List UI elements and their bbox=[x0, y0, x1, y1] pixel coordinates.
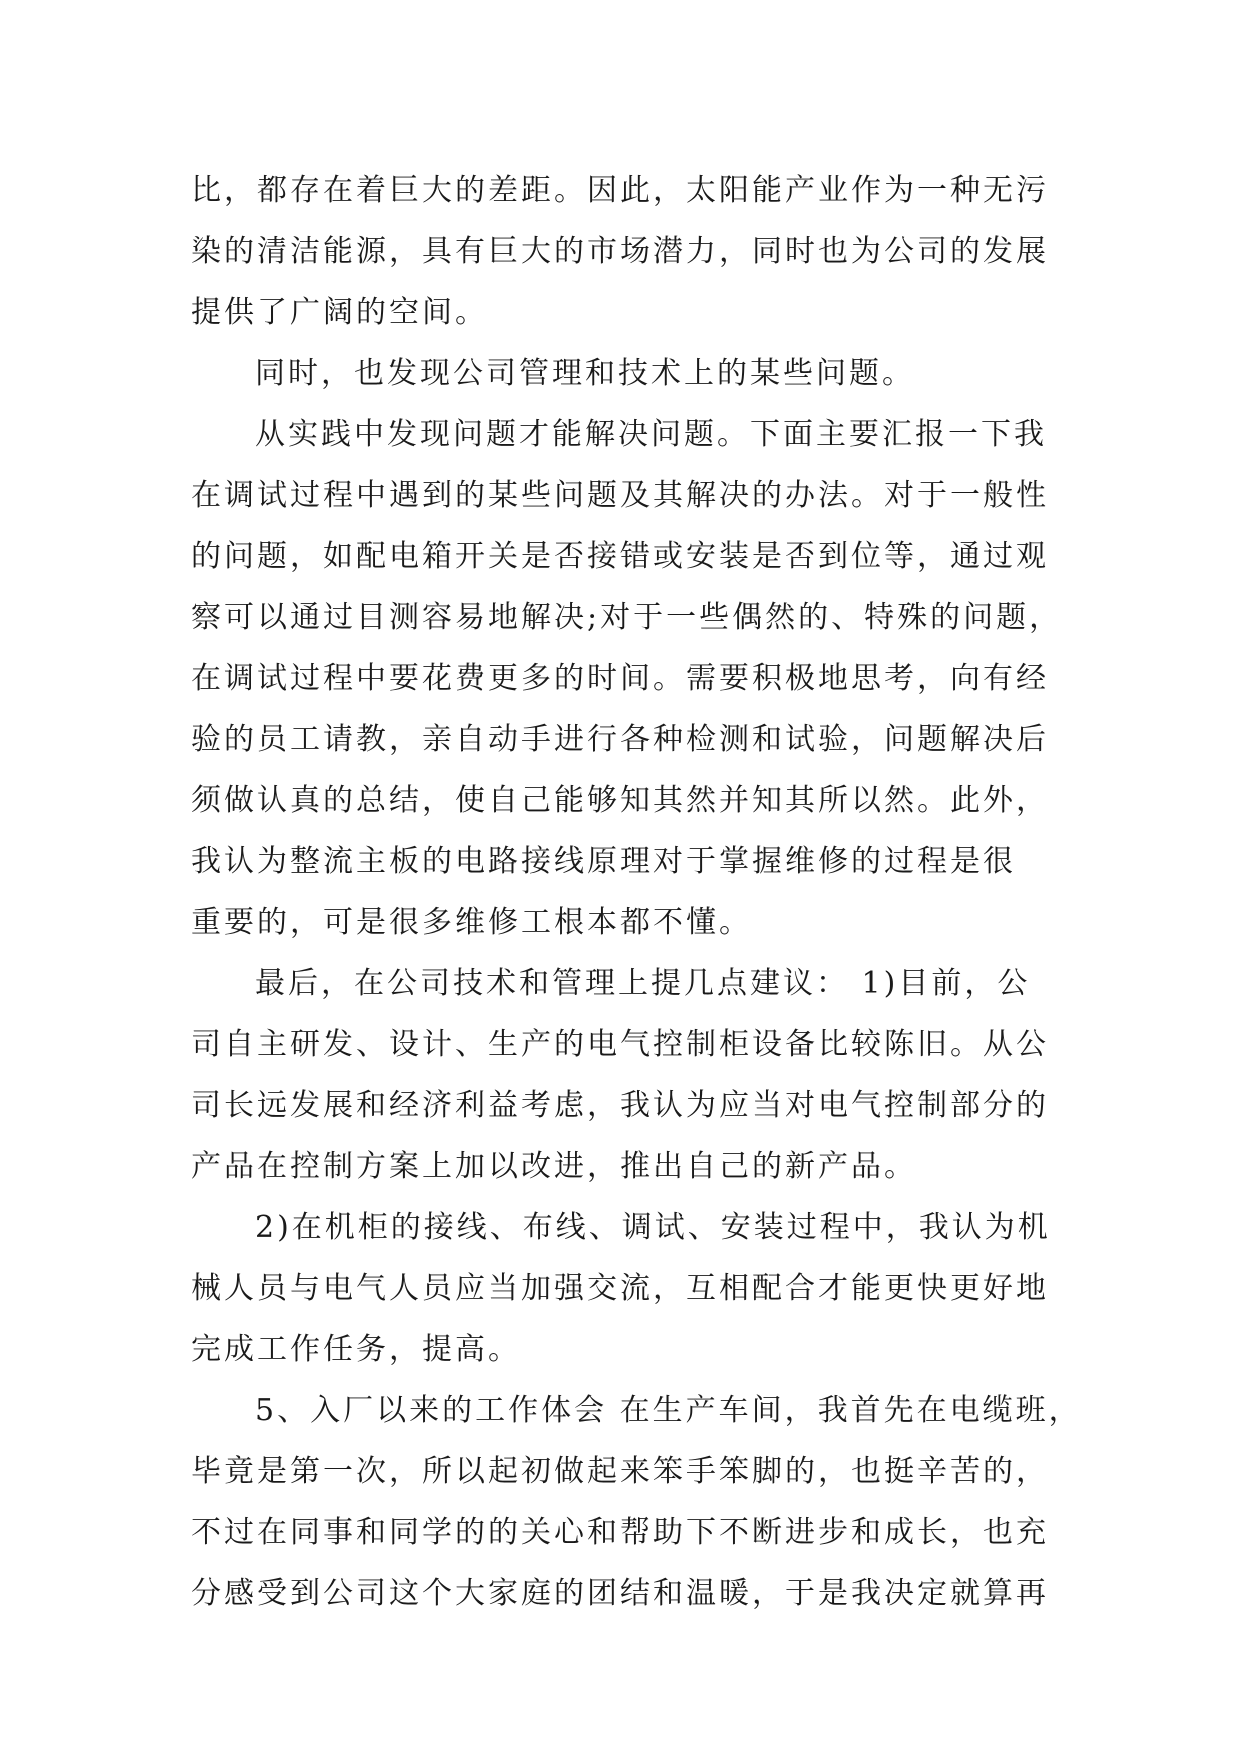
text-line: 分感受到公司这个大家庭的团结和温暖，于是我决定就算再 bbox=[191, 1576, 1049, 1611]
paragraph-5 bbox=[191, 1197, 1051, 1380]
text-line: 染的清洁能源，具有巨大的市场潜力，同时也为公司的发展 bbox=[191, 234, 1049, 269]
text-line: 从实践中发现问题才能解决问题。下面主要汇报一下我 bbox=[255, 417, 1047, 452]
text-line: 司自主研发、设计、生产的电气控制柜设备比较陈旧。从公 bbox=[191, 1027, 1049, 1062]
text-line: 在调试过程中要花费更多的时间。需要积极地思考，向有经 bbox=[191, 661, 1049, 696]
text-line: 完成工作任务，提高。 bbox=[191, 1332, 521, 1367]
text-line: 2)在机柜的接线、布线、调试、安装过程中，我认为机 bbox=[255, 1210, 1051, 1245]
text-line: 产品在控制方案上加以改进，推出自己的新产品。 bbox=[191, 1149, 917, 1184]
text-line: 察可以通过目测容易地解决;对于一些偶然的、特殊的问题， bbox=[191, 600, 1063, 635]
text-line: 司长远发展和经济利益考虑，我认为应当对电气控制部分的 bbox=[191, 1088, 1049, 1123]
text-line: 比，都存在着巨大的差距。因此，太阳能产业作为一种无污 bbox=[191, 173, 1049, 208]
paragraph-1 bbox=[191, 160, 1051, 343]
text-line: 提供了广阔的空间。 bbox=[191, 295, 488, 330]
text-line: 须做认真的总结，使自己能够知其然并知其所以然。此外， bbox=[191, 783, 1049, 818]
text-line: 不过在同事和同学的的关心和帮助下不断进步和成长，也充 bbox=[191, 1515, 1049, 1550]
paragraph-2 bbox=[191, 343, 1051, 404]
text-line: 最后，在公司技术和管理上提几点建议： 1)目前，公 bbox=[255, 966, 1031, 1001]
text-line: 同时，也发现公司管理和技术上的某些问题。 bbox=[255, 356, 915, 391]
paragraph-6 bbox=[191, 1380, 1082, 1624]
document-body bbox=[191, 160, 1082, 1624]
text-line: 的问题，如配电箱开关是否接错或安装是否到位等，通过观 bbox=[191, 539, 1049, 574]
text-line: 毕竟是第一次，所以起初做起来笨手笨脚的，也挺辛苦的， bbox=[191, 1454, 1049, 1489]
text-line: 验的员工请教，亲自动手进行各种检测和试验，问题解决后 bbox=[191, 722, 1049, 757]
text-line: 在调试过程中遇到的某些问题及其解决的办法。对于一般性 bbox=[191, 478, 1049, 513]
text-line: 5、入厂以来的工作体会 在生产车间，我首先在电缆班， bbox=[255, 1393, 1082, 1428]
text-line: 我认为整流主板的电路接线原理对于掌握维修的过程是很 bbox=[191, 844, 1016, 879]
paragraph-3 bbox=[191, 404, 1063, 953]
text-line: 重要的，可是很多维修工根本都不懂。 bbox=[191, 905, 752, 940]
paragraph-4 bbox=[191, 953, 1051, 1197]
text-line: 械人员与电气人员应当加强交流，互相配合才能更快更好地 bbox=[191, 1271, 1049, 1306]
